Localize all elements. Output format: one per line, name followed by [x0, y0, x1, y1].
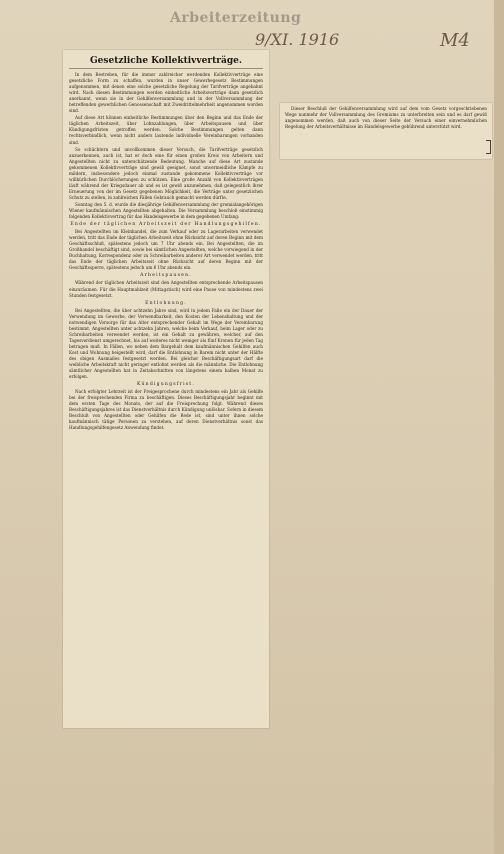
article-paragraph-1: In dem Bestreben, für die immer zahlreicher werdenden Kollektivverträge eine gesetzliche Form zu schaffen, wurden in unser Gewerbegesetz Bestimmungen aufgenommen, mit denen eine solche gesetzliche Regelung der Tarifverträge angebahnt wird. Nach diesen Bestimmungen werden einheitliche Arbeitsverträge dann gesetzlich anerkannt, wenn sie in der Gehilfenversammlung und in der Vollversammlung der betreffenden gewerblichen Genossenschaft mit Zweidrittelmehrheit angenommen worden sind. — [69, 72, 263, 114]
sheet-edge — [494, 0, 504, 854]
section-text-notice: Nach erfolgter Lehrzeit ist der Freigesprochene durch mindestens ein Jahr als Gehilfe bei der freisprechenden Firma zu beschäftigen. Dieses Beschäftigungsjahr beginnt mit dem ersten Tage des Monats, der auf die Freisprechung folgt. Während dieses Beschäftigungsjahres ist das Dienstverhältnis durch Kündigung unlösbar. Sofern in diesem Beschluß von Angestellten oder Gehilfen die Rede ist, sind unter ihnen solche kaufmännisch tätige Personen zu verstehen, auf deren Dienstverhältnis sonst das Handlungsgehilfengesetz Anwendung findet. — [69, 389, 263, 431]
section-text-pauses: Während der täglichen Arbeitszeit sind den Angestellten entsprechende Arbeitspausen einzuräumen. Für die Hauptmahlzeit (Mittagstisch) wird eine Pause von mindestens zwei Stunden festgesetzt. — [69, 280, 263, 298]
newspaper-clipping-side — [280, 103, 492, 159]
section-heading-pauses: Arbeitspausen. — [140, 273, 192, 279]
side-note-text: Dieser Beschluß der Gehilfenversammlung wird auf dem vom Gesetz vorgeschriebenen Wege nunmehr der Vollversammlung des Gremiums zu unterbreiten sein und es darf gewiß angenommen werden, daß auch von dieser Seite der Versuch einer einvernehmlichen Regelung der Arbeitsverhältnisse im Handelsgewerbe gebührend unterstützt wird. — [285, 106, 487, 130]
section-heading-worktime: Ende der täglichen Arbeitszeit der Handlungsgehilfen. — [70, 222, 262, 228]
bracket-mark — [486, 140, 491, 154]
masthead-stamp: Arbeiterzeitung — [170, 10, 302, 26]
section-text-worktime: Bei Angestellten im Kleinhandel, die zum Verkauf oder zu Lagerarbeiten verwendet werden, tritt das Ende der täglichen Arbeitszeit ohne Rücksicht auf deren Beginn mit dem Geschäftsschluß, spätestens jedoch um 7 Uhr abends ein. Bei Angestellten, die im Großhandel beschäftigt sind, sowie bei sämtlichen Angestellten, welche vorwiegend in der Buchhaltung, Korrespondenz oder zu Schreibarbeiten anderer Art verwendet werden, tritt das Ende der täglichen Arbeitszeit ohne Rücksicht auf deren Beginn mit der Geschäftssperre, spätestens jedoch um 6 Uhr abends ein. — [69, 229, 263, 271]
handwritten-date: 9/XI. 1916 — [255, 30, 340, 49]
section-text-pay: Bei Angestellten, die über achtzehn Jahre sind, wird in jedem Falle ein der Dauer der Verwendung im Gewerbe, der Verwendbarkeit, den Kosten der Lebenshaltung und der notwendigen Vorsorge für das Alter entsprechender Gehalt im Wege der Vereinbarung bestimmt. Angestellten unter achtzehn Jahren, welche beim Verkauf, beim Lager oder zu Schreibarbeiten verwendet werden, ist ein Gehalt zu gewähren, welcher, auf den Tagesverdienst umgerechnet, bis auf weiteres nicht weniger als fünf Kronen für jeden Tag betragen muß. In Fällen, wo neben dem Bargehalt dem kaufmännischen Gehilfen auch Kost und Wohnung beigestellt wird, darf die Entlohnung in Barem nicht unter der Hälfte des obigen Ausmaßes festgesetzt werden. Bei gleicher Beschäftigungsart darf die weibliche Arbeitskraft nicht geringer entlohnt werden als die männliche. Die Entlohnung sämtlicher Angestellten hat in Zeitabschnitten von längstens einem halben Monat zu erfolgen. — [69, 307, 263, 380]
newspaper-clipping-main — [63, 50, 269, 728]
article-headline: Gesetzliche Kollektivverträge. — [69, 56, 263, 69]
article-paragraph-3: So schüchtern und unvollkommen dieser Versuch, die Tarifverträge gesetzlich anzuerkennen, auch ist, hat er doch eine für einen großen Kreis von Arbeitern und Angestellten nicht zu unterschätzende Bedeutung. Manche auf diese Art zustande gekommenen Kollektivverträge sind gewiß geeignet, sonst unvermeidliche Kämpfe zu mildern, insbesondere jedoch einmal zustande gekommene Kollektivverträge vor willkürlichen Durchlöcherungen zu schützen. Eine große Anzahl von Kollektivverträgen läuft während der Kriegsdauer ab und es ist gewiß anzunehmen, daß gelegentlich ihrer Erneuerung von der im Gesetz gegebenen Möglichkeit, die Verträge unter gesetzlichen Schutz zu stellen, in zahlreichen Fällen Gebrauch gemacht werden dürfte. — [69, 146, 263, 200]
article-paragraph-4: Sonntag den 5. d. wurde die diesjährige Gehilfenversammlung der gremialangehörigen Wiener kaufmännischen Angestellten abgehalten. Die Versammlung beschloß einstimmig folgenden Kollektivvertrag für das Handelsgewerbe in dem gegebenen Umfang: — [69, 201, 263, 220]
section-heading-pay: Entlohnung. — [145, 300, 187, 306]
handwritten-mark: M4 — [440, 30, 470, 51]
article-paragraph-2: Auf diese Art können einheitliche Bestimmungen über den Beginn und das Ende der täglichen Arbeitszeit, über Lohnzahlungen, über Arbeitspausen und über Kündigungsfristen getroffen werden. Solche Bestimmungen gelten dann rechtsverbindlich, wenn nicht anders lautende individuelle Vereinbarungen vorhanden sind. — [69, 115, 263, 145]
section-heading-notice: Kündigungsfrist. — [136, 382, 196, 388]
